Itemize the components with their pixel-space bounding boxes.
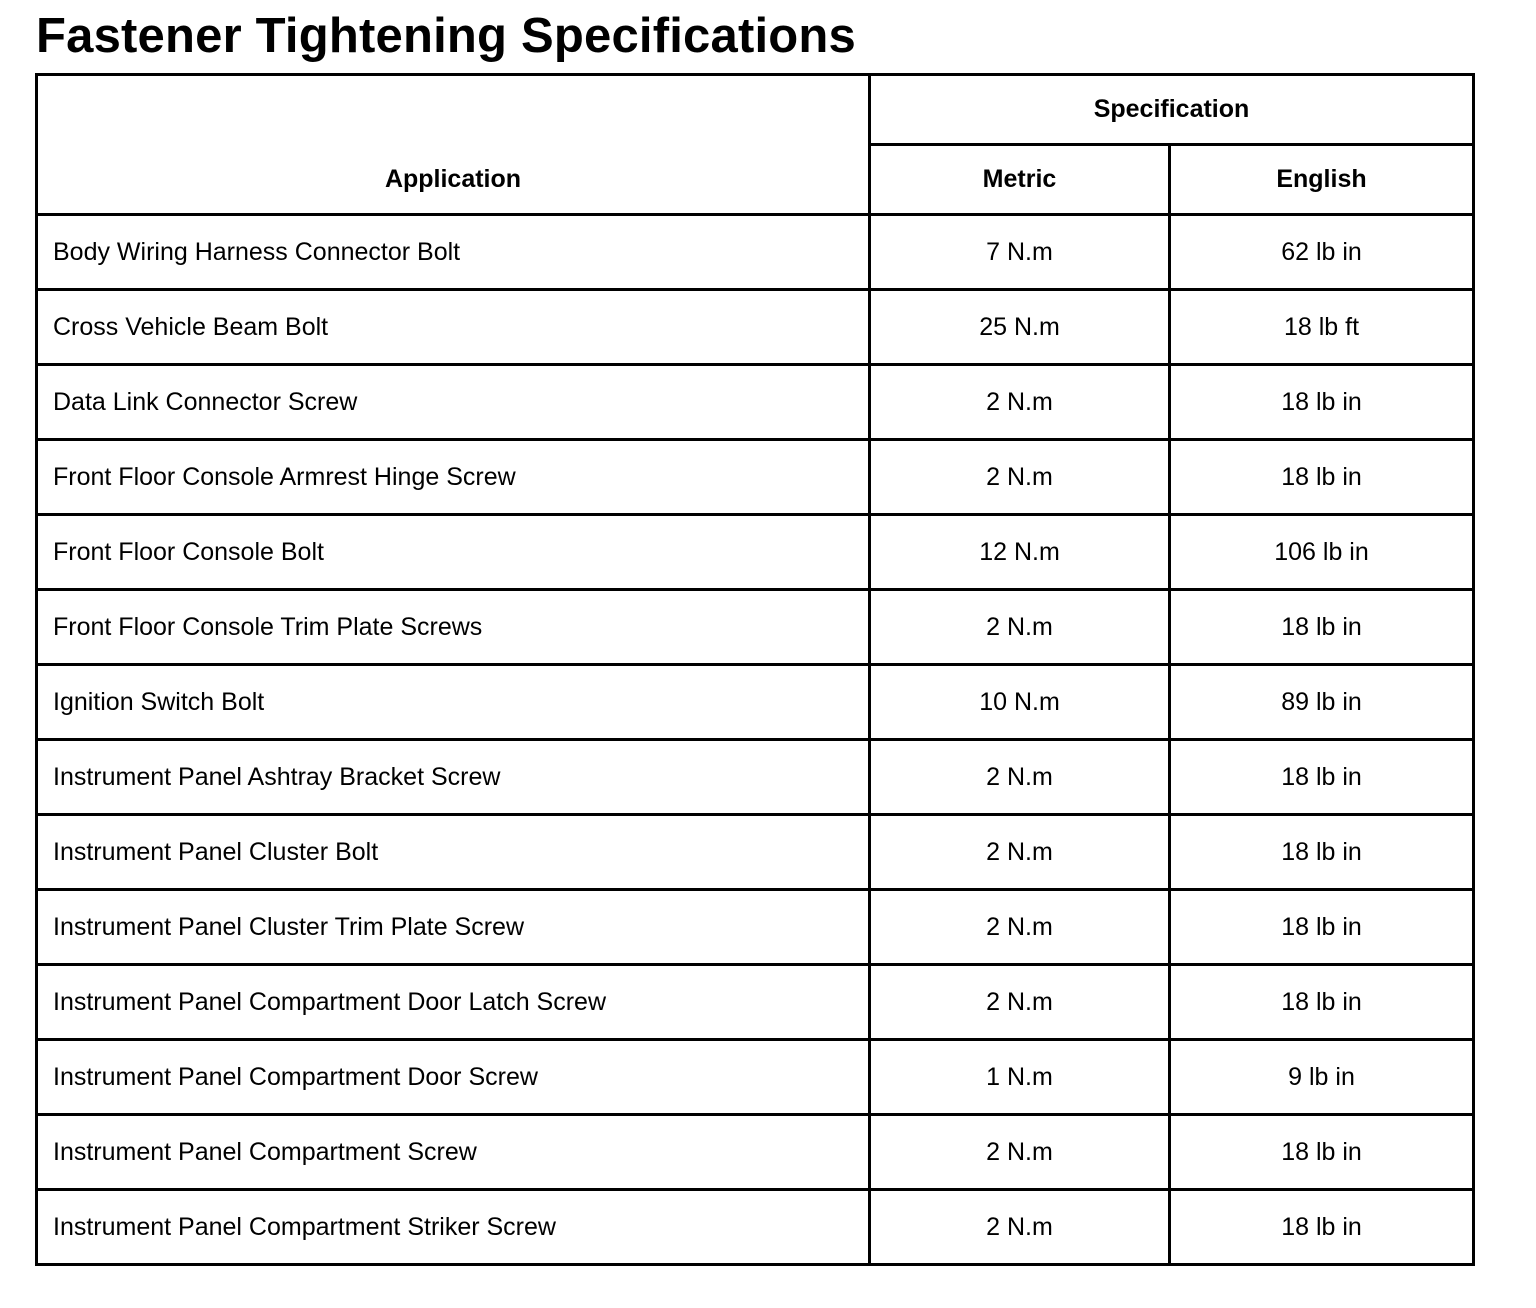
page-title: Fastener Tightening Specifications: [36, 9, 856, 63]
table-row: [37, 440, 1474, 515]
english-cell: 18 lb in: [1170, 590, 1474, 665]
application-cell: Body Wiring Harness Connector Bolt: [37, 215, 870, 290]
metric-cell: 2 N.m: [870, 1115, 1170, 1190]
metric-header: Metric: [870, 145, 1170, 215]
english-cell: 89 lb in: [1170, 665, 1474, 740]
table-body: [37, 215, 1474, 1265]
table-row: [37, 1190, 1474, 1265]
specification-header: Specification: [870, 75, 1474, 145]
metric-cell: 12 N.m: [870, 515, 1170, 590]
application-cell: Instrument Panel Compartment Screw: [37, 1115, 870, 1190]
application-cell: Front Floor Console Trim Plate Screws: [37, 590, 870, 665]
metric-cell: 2 N.m: [870, 1190, 1170, 1265]
application-cell: Instrument Panel Ashtray Bracket Screw: [37, 740, 870, 815]
english-cell: 18 lb ft: [1170, 290, 1474, 365]
metric-cell: 2 N.m: [870, 365, 1170, 440]
english-cell: 18 lb in: [1170, 965, 1474, 1040]
application-cell: Instrument Panel Compartment Door Screw: [37, 1040, 870, 1115]
english-header: English: [1170, 145, 1474, 215]
table-row: [37, 965, 1474, 1040]
english-cell: 62 lb in: [1170, 215, 1474, 290]
table-row: [37, 740, 1474, 815]
english-cell: 18 lb in: [1170, 440, 1474, 515]
metric-cell: 2 N.m: [870, 440, 1170, 515]
english-cell: 106 lb in: [1170, 515, 1474, 590]
application-header: Application: [37, 75, 870, 215]
metric-cell: 2 N.m: [870, 740, 1170, 815]
english-cell: 18 lb in: [1170, 890, 1474, 965]
metric-cell: 2 N.m: [870, 815, 1170, 890]
table-row: [37, 290, 1474, 365]
application-cell: Front Floor Console Bolt: [37, 515, 870, 590]
metric-cell: 2 N.m: [870, 590, 1170, 665]
metric-cell: 2 N.m: [870, 890, 1170, 965]
table-row: [37, 890, 1474, 965]
application-cell: Instrument Panel Compartment Striker Screw: [37, 1190, 870, 1265]
english-cell: 18 lb in: [1170, 815, 1474, 890]
metric-cell: 25 N.m: [870, 290, 1170, 365]
table-row: [37, 1115, 1474, 1190]
english-cell: 18 lb in: [1170, 1190, 1474, 1265]
application-cell: Ignition Switch Bolt: [37, 665, 870, 740]
application-cell: Instrument Panel Cluster Bolt: [37, 815, 870, 890]
application-cell: Data Link Connector Screw: [37, 365, 870, 440]
application-cell: Front Floor Console Armrest Hinge Screw: [37, 440, 870, 515]
table-row: [37, 1040, 1474, 1115]
table-row: [37, 365, 1474, 440]
table-row: [37, 590, 1474, 665]
table-header: [37, 75, 1474, 215]
application-cell: Instrument Panel Cluster Trim Plate Screw: [37, 890, 870, 965]
header-row-top: [37, 75, 1474, 145]
table-row: [37, 515, 1474, 590]
application-cell: Instrument Panel Compartment Door Latch Screw: [37, 965, 870, 1040]
metric-cell: 2 N.m: [870, 965, 1170, 1040]
table-row: [37, 815, 1474, 890]
table-row: [37, 665, 1474, 740]
english-cell: 18 lb in: [1170, 740, 1474, 815]
application-cell: Cross Vehicle Beam Bolt: [37, 290, 870, 365]
fastener-spec-table: [35, 73, 1475, 1266]
table-row: [37, 215, 1474, 290]
english-cell: 18 lb in: [1170, 365, 1474, 440]
english-cell: 9 lb in: [1170, 1040, 1474, 1115]
english-cell: 18 lb in: [1170, 1115, 1474, 1190]
metric-cell: 7 N.m: [870, 215, 1170, 290]
metric-cell: 10 N.m: [870, 665, 1170, 740]
metric-cell: 1 N.m: [870, 1040, 1170, 1115]
